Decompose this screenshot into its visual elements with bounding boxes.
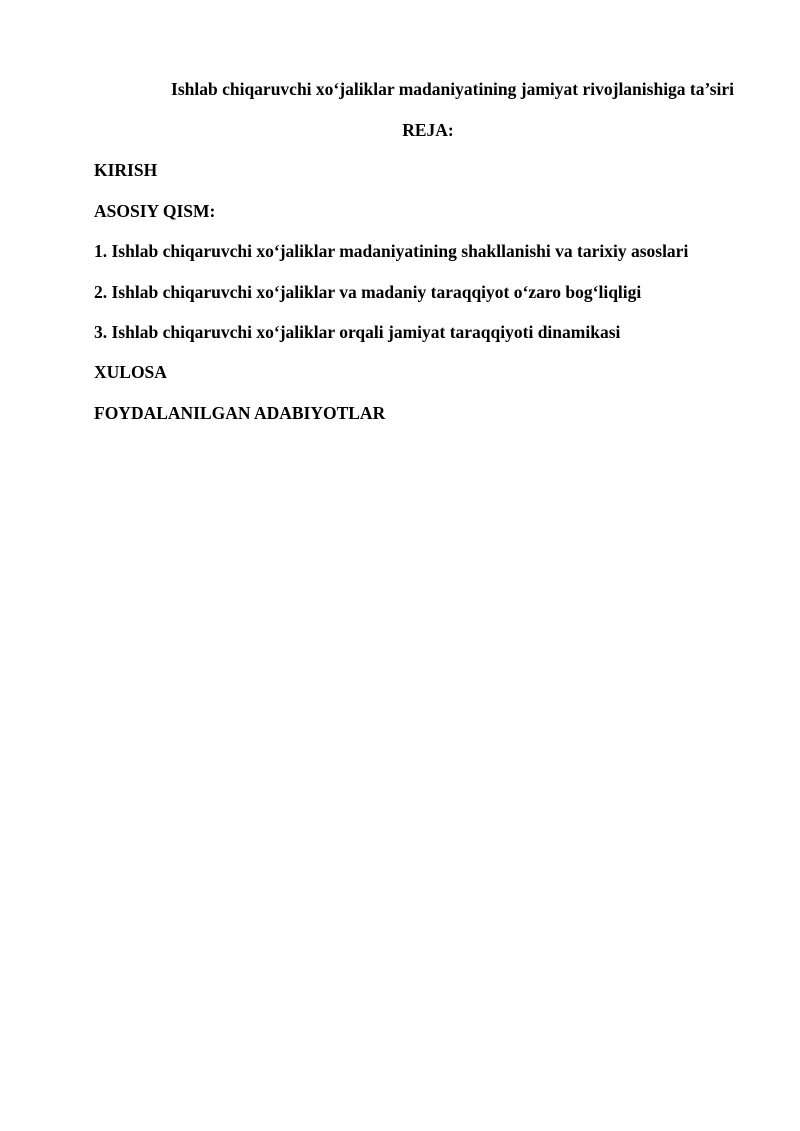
document-title: Ishlab chiqaruvchi xo‘jaliklar madaniyatining jamiyat rivojlanishiga ta’siri <box>171 79 734 99</box>
section-item: 1. Ishlab chiqaruvchi xo‘jaliklar madaniyatining shakllanishi va tarixiy asoslari <box>94 241 689 261</box>
references-heading: FOYDALANILGAN ADABIYOTLAR <box>94 403 386 423</box>
conclusion-heading: XULOSA <box>94 362 167 382</box>
main-part-heading: ASOSIY QISM: <box>94 201 216 221</box>
plan-heading: REJA: <box>402 120 454 140</box>
introduction-heading: KIRISH <box>94 160 158 180</box>
section-item: 2. Ishlab chiqaruvchi xo‘jaliklar va madaniy taraqqiyot o‘zaro bog‘liqligi <box>94 282 642 302</box>
section-item: 3. Ishlab chiqaruvchi xo‘jaliklar orqali jamiyat taraqqiyoti dinamikasi <box>94 322 621 342</box>
